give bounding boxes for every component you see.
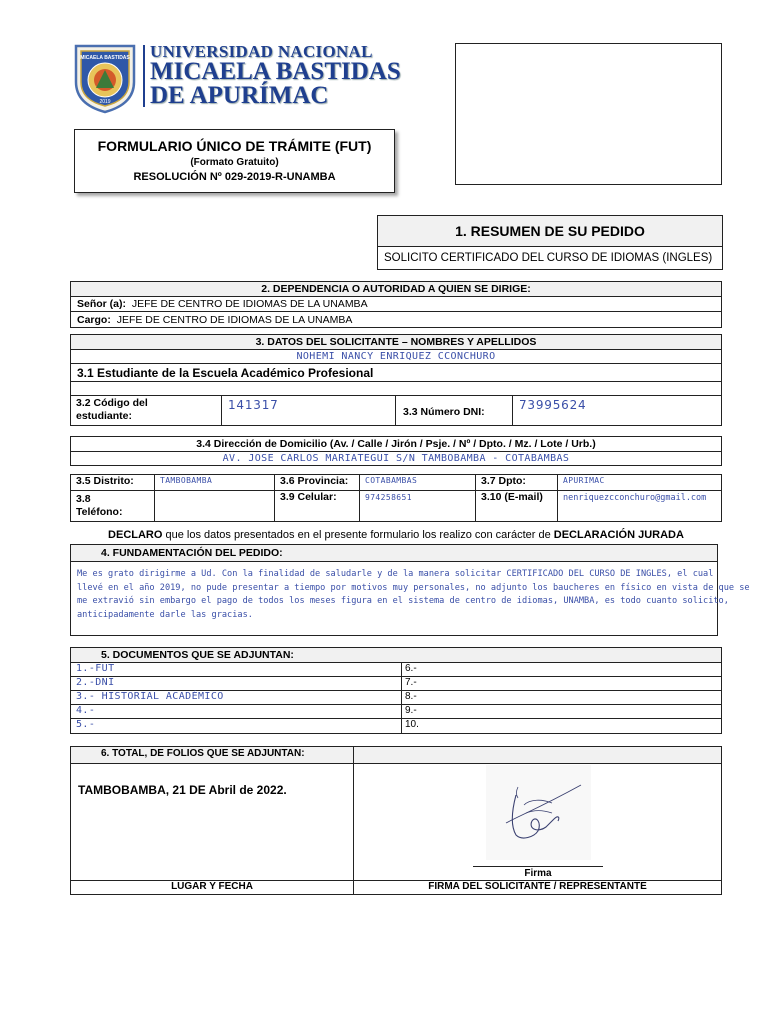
- section6-heading: 6. TOTAL, DE FOLIOS QUE SE ADJUNTAN:: [101, 748, 305, 759]
- province-value-cell: [359, 474, 476, 491]
- form-title: FORMULARIO ÚNICO DE TRÁMITE (FUT): [97, 138, 372, 154]
- doc-right-4: 9.-: [405, 705, 417, 716]
- place-date: TAMBOBAMBA, 21 DE Abril de 2022.: [78, 783, 287, 797]
- declaration-text: DECLARO que los datos presentados en el presente formulario los realizo con carácter de DECLARACIÓN JURADA: [108, 529, 684, 541]
- documents-table: [70, 662, 722, 734]
- district-value-cell: [154, 474, 275, 491]
- senor-label: Señor (a):: [77, 298, 127, 310]
- reason-line-3: me extravió sin embargo el pago de todos los meses figura en el sistema de centro de idiomas, UNAMBA, es todo cuanto solicito,: [77, 596, 729, 606]
- reason-line-1: Me es grato dirigirme a Ud. Con la finalidad de saludarle y de la manera solicitar CERTIFICADO DEL CURSO DE INGLES, el cual: [77, 569, 714, 579]
- district-label: 3.5 Distrito:: [76, 475, 134, 487]
- form-title-box: [74, 129, 395, 193]
- doc-left-1: 1.-FUT: [76, 663, 115, 674]
- summary-heading-box: [377, 215, 723, 247]
- dni-label: 3.3 Número DNI:: [403, 406, 485, 418]
- cargo-row: [70, 311, 722, 328]
- reason-line-4: anticipadamente darle las gracias.: [77, 609, 253, 620]
- address-value: AV. JOSE CARLOS MARIATEGUI S/N TAMBOBAMBA - COTABAMBAS: [222, 453, 570, 464]
- dni-label-cell: [395, 395, 513, 426]
- school-label: 3.1 Estudiante de la Escuela Académico Profesional: [77, 365, 374, 380]
- province-label: 3.6 Provincia:: [280, 475, 349, 487]
- school-row: [70, 363, 722, 382]
- applicant-name: NOHEMI NANCY ENRIQUEZ CCONCHURO: [296, 351, 496, 362]
- cell-label: 3.9 Celular:: [280, 491, 337, 503]
- svg-text:2019: 2019: [99, 99, 111, 105]
- university-seal: [72, 42, 138, 114]
- cargo-value: JEFE DE CENTRO DE IDIOMAS DE LA UNAMBA: [116, 313, 353, 326]
- dept-value: APURIMAC: [563, 476, 605, 485]
- code-value: 141317: [228, 398, 279, 412]
- applicant-name-row: [70, 349, 722, 364]
- email-label-cell: [475, 490, 558, 522]
- signature-image: [486, 765, 591, 860]
- doc-right-3: 8.-: [405, 691, 417, 702]
- form-subtitle: (Formato Gratuito): [190, 157, 279, 168]
- doc-right-5: 10.: [405, 719, 419, 730]
- footer-left: LUGAR Y FECHA: [171, 881, 253, 892]
- photo-box: [455, 43, 722, 185]
- email-value: nenriquezcconchuro@gmail.com: [563, 493, 707, 503]
- svg-text:MICAELA BASTIDAS: MICAELA BASTIDAS: [80, 55, 130, 61]
- section3-heading: 3. DATOS DEL SOLICITANTE – NOMBRES Y APELLIDOS: [70, 334, 722, 350]
- email-label: 3.10 (E-mail): [481, 491, 543, 503]
- dni-value: 73995624: [519, 398, 587, 412]
- cargo-label: Cargo:: [77, 313, 111, 326]
- doc-left-4: 4.-: [76, 705, 96, 716]
- school-value-row: [70, 381, 722, 396]
- phone-value-cell: [154, 490, 275, 522]
- email-value-cell: [557, 490, 722, 522]
- university-name-line3: DE APURÍMAC: [150, 82, 329, 109]
- cell-label-cell: [274, 490, 360, 522]
- doc-left-3: 3.- HISTORIAL ACADÉMICO: [76, 691, 224, 702]
- doc-right-1: 6.-: [405, 663, 417, 674]
- dni-value-cell: [512, 395, 722, 426]
- phone-label-cell: [70, 490, 155, 522]
- province-value: COTABAMBAS: [365, 476, 418, 485]
- form-resolution: RESOLUCIÓN Nº 029-2019-R-UNAMBA: [133, 171, 336, 183]
- university-name-line1: UNIVERSIDAD NACIONAL: [150, 42, 373, 61]
- code-value-cell: [221, 395, 396, 426]
- doc-left-5: 5.-: [76, 719, 96, 730]
- summary-text: SOLICITO CERTIFICADO DEL CURSO DE IDIOMAS (INGLES): [384, 252, 713, 264]
- doc-right-2: 7.-: [405, 677, 417, 688]
- signature-caption: Firma: [524, 868, 552, 879]
- district-value: TAMBOBAMBA: [160, 476, 213, 485]
- phone-label: 3.8 Teléfono:: [76, 493, 123, 518]
- section2-heading: 2. DEPENDENCIA O AUTORIDAD A QUIEN SE DIRIGE:: [70, 281, 722, 297]
- logo-divider: [143, 45, 145, 107]
- section4-heading: 4. FUNDAMENTACIÓN DEL PEDIDO:: [70, 544, 718, 562]
- section4-body: [70, 561, 750, 636]
- senor-value: JEFE DE CENTRO DE IDIOMAS DE LA UNAMBA: [131, 298, 368, 310]
- code-label-cell: [70, 395, 222, 426]
- dept-value-cell: [557, 474, 722, 491]
- code-label: 3.2 Código del estudiante:: [76, 397, 148, 422]
- address-row: [70, 451, 722, 466]
- reason-line-2: llevé en el año 2019, no pude presentar a tiempo por motivos muy personales, no adjunto los baucheres en físico en vista de que se: [77, 582, 750, 593]
- section6-box: [70, 746, 722, 895]
- cell-value-cell: [359, 490, 476, 522]
- dept-label: 3.7 Dpto:: [481, 475, 526, 487]
- district-label-cell: [70, 474, 155, 491]
- university-name-line2: MICAELA BASTIDAS: [150, 58, 401, 85]
- section5-heading: 5. DOCUMENTOS QUE SE ADJUNTAN:: [70, 647, 722, 663]
- cell-value: 974258651: [365, 493, 412, 502]
- doc-left-2: 2.-DNI: [76, 677, 115, 688]
- footer-right: FIRMA DEL SOLICITANTE / REPRESENTANTE: [428, 881, 647, 892]
- summary-text-box: [377, 246, 723, 270]
- senor-row: [70, 296, 722, 312]
- address-heading: 3.4 Dirección de Domicilio (Av. / Calle / Jirón / Psje. / Nº / Dpto. / Mz. / Lote / Urb.): [70, 436, 722, 452]
- summary-heading: 1. RESUMEN DE SU PEDIDO: [455, 223, 645, 239]
- signature-line: [473, 866, 603, 867]
